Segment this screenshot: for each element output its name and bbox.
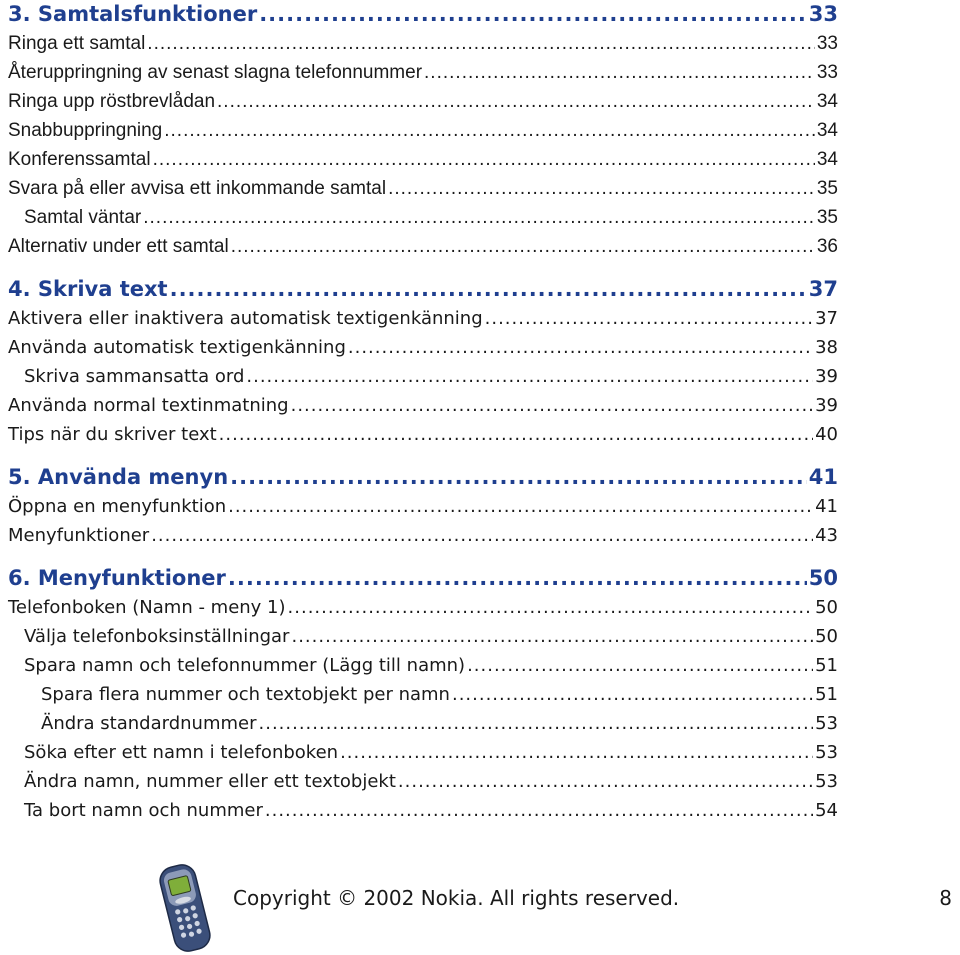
entry-page: 34 <box>816 91 838 112</box>
toc-chapter-3[interactable] <box>8 0 838 29</box>
dot-leader <box>143 203 815 232</box>
dot-leader <box>485 304 813 333</box>
entry-title: Spara namn och telefonnummer (Lägg till namn) <box>24 655 466 676</box>
toc-chapter-5[interactable] <box>8 463 838 492</box>
entry-title: Återuppringning av senast slagna telefonnummer <box>8 62 423 83</box>
entry-page: 38 <box>815 337 838 358</box>
mobile-phone-icon <box>150 862 220 954</box>
toc-chapter-4[interactable] <box>8 275 838 304</box>
chapter-page: 33 <box>808 2 838 26</box>
chapter-title: 5. Använda menyn <box>8 465 229 489</box>
entry-title: Öppna en menyfunktion <box>8 496 227 517</box>
toc-entry[interactable] <box>8 420 838 449</box>
entry-title: Ta bort namn och nummer <box>24 800 263 821</box>
dot-leader <box>164 116 815 145</box>
entry-page: 35 <box>816 178 838 199</box>
dot-leader <box>452 680 813 709</box>
entry-page: 50 <box>815 626 838 647</box>
toc-entry[interactable] <box>8 304 838 333</box>
toc-entry[interactable] <box>8 29 838 58</box>
chapter-page: 37 <box>808 277 838 301</box>
entry-title: Söka efter ett namn i telefonboken <box>24 742 339 763</box>
entry-title: Ändra standardnummer <box>41 713 257 734</box>
entry-title: Spara flera nummer och textobjekt per namn <box>41 684 450 705</box>
toc-entry[interactable] <box>8 116 838 145</box>
toc-subentry[interactable] <box>8 796 838 825</box>
entry-page: 53 <box>815 742 838 763</box>
entry-page: 50 <box>815 597 838 618</box>
entry-title: Välja telefonboksinställningar <box>24 626 290 647</box>
entry-title: Skriva sammansatta ord <box>24 366 245 387</box>
toc-entry[interactable] <box>8 521 838 550</box>
toc-entry[interactable] <box>8 391 838 420</box>
dot-leader <box>231 232 815 261</box>
chapter-title: 6. Menyfunktioner <box>8 566 226 590</box>
dot-leader <box>170 275 807 304</box>
dot-leader <box>291 622 813 651</box>
entry-page: 34 <box>816 149 838 170</box>
entry-page: 39 <box>815 395 838 416</box>
entry-title: Aktivera eller inaktivera automatisk textigenkänning <box>8 308 483 329</box>
dot-leader <box>291 391 814 420</box>
dot-leader <box>147 29 815 58</box>
toc-chapter-6[interactable] <box>8 564 838 593</box>
dot-leader <box>340 738 813 767</box>
toc-entry[interactable] <box>8 492 838 521</box>
toc-entry[interactable] <box>8 145 838 174</box>
toc-entry[interactable] <box>8 174 838 203</box>
entry-page: 54 <box>815 800 838 821</box>
entry-title: Samtal väntar <box>24 207 142 228</box>
toc-entry[interactable] <box>8 58 838 87</box>
toc-subentry[interactable] <box>8 651 838 680</box>
table-of-contents <box>8 0 838 825</box>
entry-page: 41 <box>815 496 838 517</box>
toc-subsubentry[interactable] <box>8 680 838 709</box>
entry-page: 53 <box>815 713 838 734</box>
entry-title: Ringa upp röstbrevlådan <box>8 91 216 112</box>
dot-leader <box>228 492 813 521</box>
dot-leader <box>217 87 815 116</box>
toc-subentry[interactable] <box>8 203 838 232</box>
dot-leader <box>151 521 813 550</box>
entry-page: 53 <box>815 771 838 792</box>
chapter-title: 4. Skriva text <box>8 277 168 301</box>
toc-entry[interactable] <box>8 232 838 261</box>
entry-page: 39 <box>815 366 838 387</box>
entry-title: Använda normal textinmatning <box>8 395 289 416</box>
dot-leader <box>219 420 813 449</box>
dot-leader <box>228 564 807 593</box>
dot-leader <box>230 463 807 492</box>
entry-title: Snabbuppringning <box>8 120 163 141</box>
dot-leader <box>246 362 813 391</box>
entry-title: Ringa ett samtal <box>8 33 146 54</box>
entry-page: 33 <box>816 62 838 83</box>
dot-leader <box>388 174 815 203</box>
entry-title: Ändra namn, nummer eller ett textobjekt <box>24 771 396 792</box>
entry-page: 51 <box>815 684 838 705</box>
chapter-title: 3. Samtalsfunktioner <box>8 2 258 26</box>
entry-title: Använda automatisk textigenkänning <box>8 337 346 358</box>
dot-leader <box>259 709 814 738</box>
page-number: 8 <box>939 886 952 910</box>
dot-leader <box>467 651 813 680</box>
entry-page: 34 <box>816 120 838 141</box>
dot-leader <box>153 145 815 174</box>
page-footer <box>0 858 960 955</box>
toc-subentry[interactable] <box>8 767 838 796</box>
entry-page: 51 <box>815 655 838 676</box>
dot-leader <box>288 593 814 622</box>
toc-entry[interactable] <box>8 593 838 622</box>
chapter-page: 41 <box>808 465 838 489</box>
toc-subentry[interactable] <box>8 622 838 651</box>
dot-leader <box>398 767 813 796</box>
chapter-page: 50 <box>808 566 838 590</box>
entry-page: 37 <box>815 308 838 329</box>
toc-entry[interactable] <box>8 333 838 362</box>
entry-title: Telefonboken (Namn - meny 1) <box>8 597 286 618</box>
entry-page: 33 <box>816 33 838 54</box>
entry-page: 35 <box>816 207 838 228</box>
toc-subentry[interactable] <box>8 738 838 767</box>
dot-leader <box>265 796 813 825</box>
copyright-notice: Copyright © 2002 Nokia. All rights reserved. <box>233 886 680 910</box>
entry-page: 36 <box>816 236 838 257</box>
entry-page: 40 <box>815 424 838 445</box>
entry-title: Konferenssamtal <box>8 149 151 170</box>
entry-page: 43 <box>815 525 838 546</box>
entry-title: Tips när du skriver text <box>8 424 217 445</box>
toc-subentry[interactable] <box>8 362 838 391</box>
dot-leader <box>424 58 815 87</box>
dot-leader <box>259 0 807 29</box>
dot-leader <box>348 333 813 362</box>
entry-title: Svara på eller avvisa ett inkommande samtal <box>8 178 387 199</box>
toc-subsubentry[interactable] <box>8 709 838 738</box>
entry-title: Menyfunktioner <box>8 525 150 546</box>
entry-title: Alternativ under ett samtal <box>8 236 229 257</box>
toc-entry[interactable] <box>8 87 838 116</box>
